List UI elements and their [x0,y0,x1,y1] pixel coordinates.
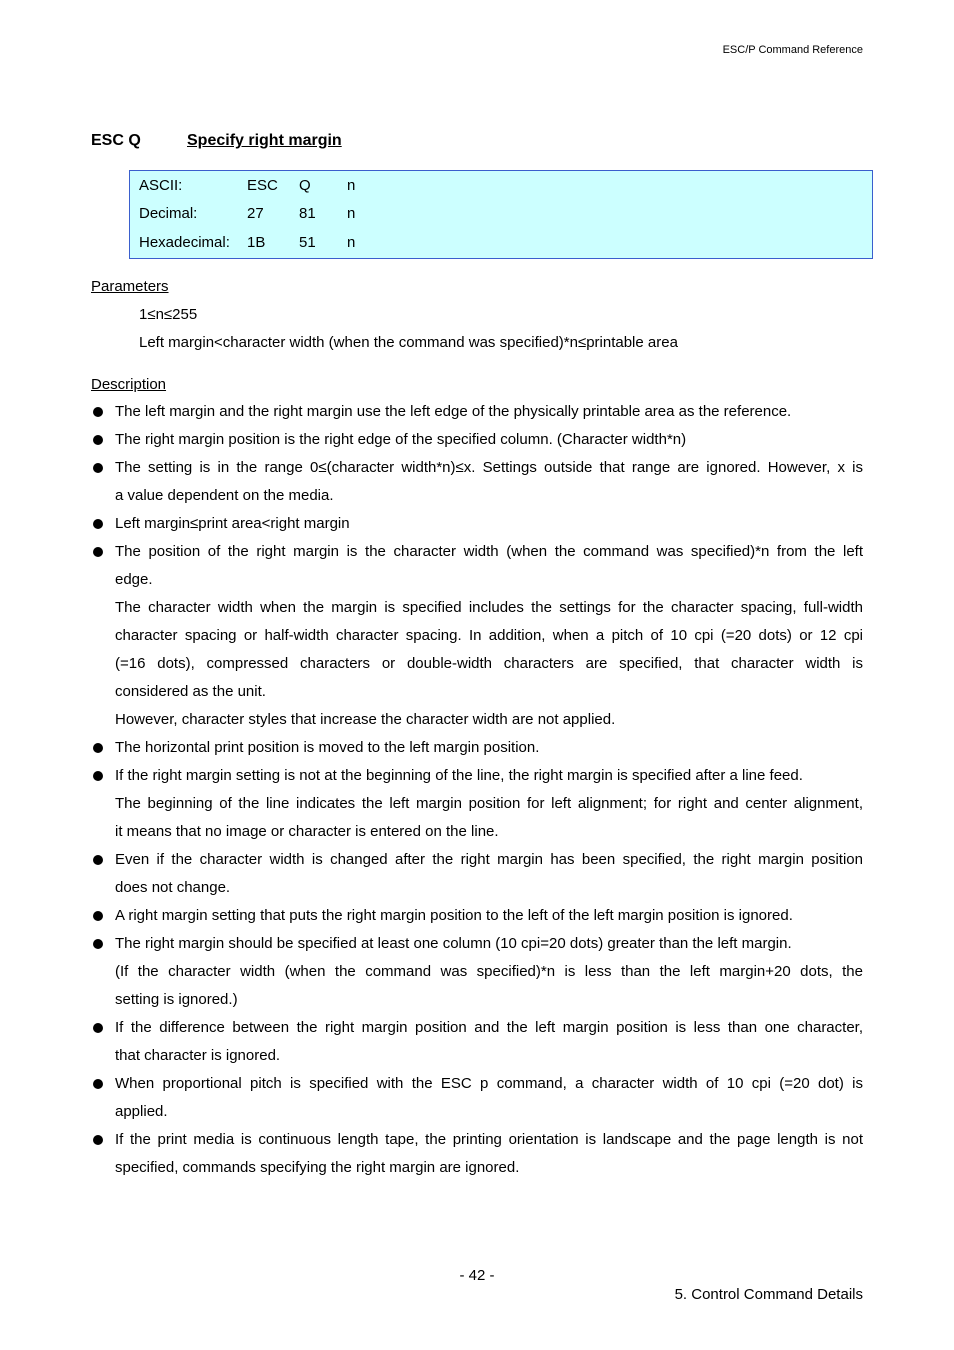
command-code-table [129,170,873,259]
continuation-line: The character width when the margin is specified includes the settings for the character spacing, full-width [115,599,863,616]
code-value: n [347,234,356,251]
continuation-line: character spacing or half-width character spacing. In addition, when a pitch of 10 cpi (=20 dots) or 12 cpi [115,627,863,644]
bullet-item: When proportional pitch is specified with the ESC p command, a character width of 10 cpi (=20 dot) is [91,1070,863,1098]
bullet-icon [93,855,103,865]
code-value: n [347,177,356,194]
description-heading: Description [91,376,167,393]
code-value: n [347,205,356,222]
bullet-item: Left margin≤print area<right margin [91,510,863,538]
bullet-icon [93,519,103,529]
bullet-icon [93,1079,103,1089]
continuation-line: setting is ignored.) [115,991,238,1008]
bullet-item: If the print media is continuous length tape, the printing orientation is landscape and the page length is not [91,1126,863,1154]
command-name: ESC Q [91,132,141,149]
code-label: Hexadecimal: [139,234,230,251]
continuation-line: specified, commands specifying the right margin are ignored. [115,1159,520,1176]
bullet-icon [93,771,103,781]
continuation-line: However, character styles that increase the character width are not applied. [115,711,616,728]
bullet-item: The left margin and the right margin use the left edge of the physically printable area as the reference. [91,398,863,426]
code-value: 1B [247,234,266,251]
code-label: ASCII: [139,177,183,194]
bullet-item: If the difference between the right margin position and the left margin position is less than one character, [91,1014,863,1042]
description-list [91,398,863,1182]
parameters-heading: Parameters [91,278,169,295]
parameter-constraint: Left margin<character width (when the command was specified)*n≤printable area [139,334,678,351]
bullet-item: The setting is in the range 0≤(character width*n)≤x. Settings outside that range are ignored. However, x is [91,454,863,482]
continuation-line: it means that no image or character is entered on the line. [115,823,499,840]
continuation-line: (If the character width (when the command was specified)*n is less than the left margin+20 dots, the [115,963,863,980]
code-value: 27 [247,205,264,222]
continuation-line: a value dependent on the media. [115,487,334,504]
code-value: ESC [247,177,278,194]
continuation-line: considered as the unit. [115,683,266,700]
continuation-line: (=16 dots), compressed characters or double-width characters are specified, that character width is [115,655,863,672]
code-label: Decimal: [139,205,198,222]
continuation-line: that character is ignored. [115,1047,281,1064]
bullet-icon [93,463,103,473]
bullet-icon [93,911,103,921]
bullet-item: If the right margin setting is not at the beginning of the line, the right margin is specified after a line feed. [91,762,863,790]
running-header: ESC/P Command Reference [722,44,863,56]
code-value: Q [299,177,311,194]
page-number: - 42 - [459,1267,495,1284]
bullet-icon [93,1135,103,1145]
code-value: 51 [299,234,316,251]
bullet-item: The horizontal print position is moved to the left margin position. [91,734,863,762]
code-value: 81 [299,205,316,222]
bullet-icon [93,1023,103,1033]
bullet-item: The position of the right margin is the character width (when the command was specified)*n from the left [91,538,863,566]
section-title [91,132,342,150]
chapter-footer: 5. Control Command Details [674,1286,863,1303]
bullet-item: A right margin setting that puts the right margin position to the left of the left margin position is ignored. [91,902,863,930]
bullet-item: Even if the character width is changed after the right margin has been specified, the right margin position [91,846,863,874]
bullet-item: The right margin should be specified at least one column (10 cpi=20 dots) greater than the left margin. [91,930,863,958]
bullet-icon [93,435,103,445]
bullet-icon [93,547,103,557]
bullet-icon [93,939,103,949]
command-description: Specify right margin [187,132,342,149]
bullet-icon [93,407,103,417]
continuation-line: The beginning of the line indicates the left margin position for left alignment; for right and center alignment, [115,795,863,812]
bullet-icon [93,743,103,753]
parameter-range: 1≤n≤255 [139,306,198,323]
continuation-line: does not change. [115,879,231,896]
bullet-item: The right margin position is the right edge of the specified column. (Character width*n) [91,426,863,454]
continuation-line: applied. [115,1103,168,1120]
continuation-line: edge. [115,571,153,588]
